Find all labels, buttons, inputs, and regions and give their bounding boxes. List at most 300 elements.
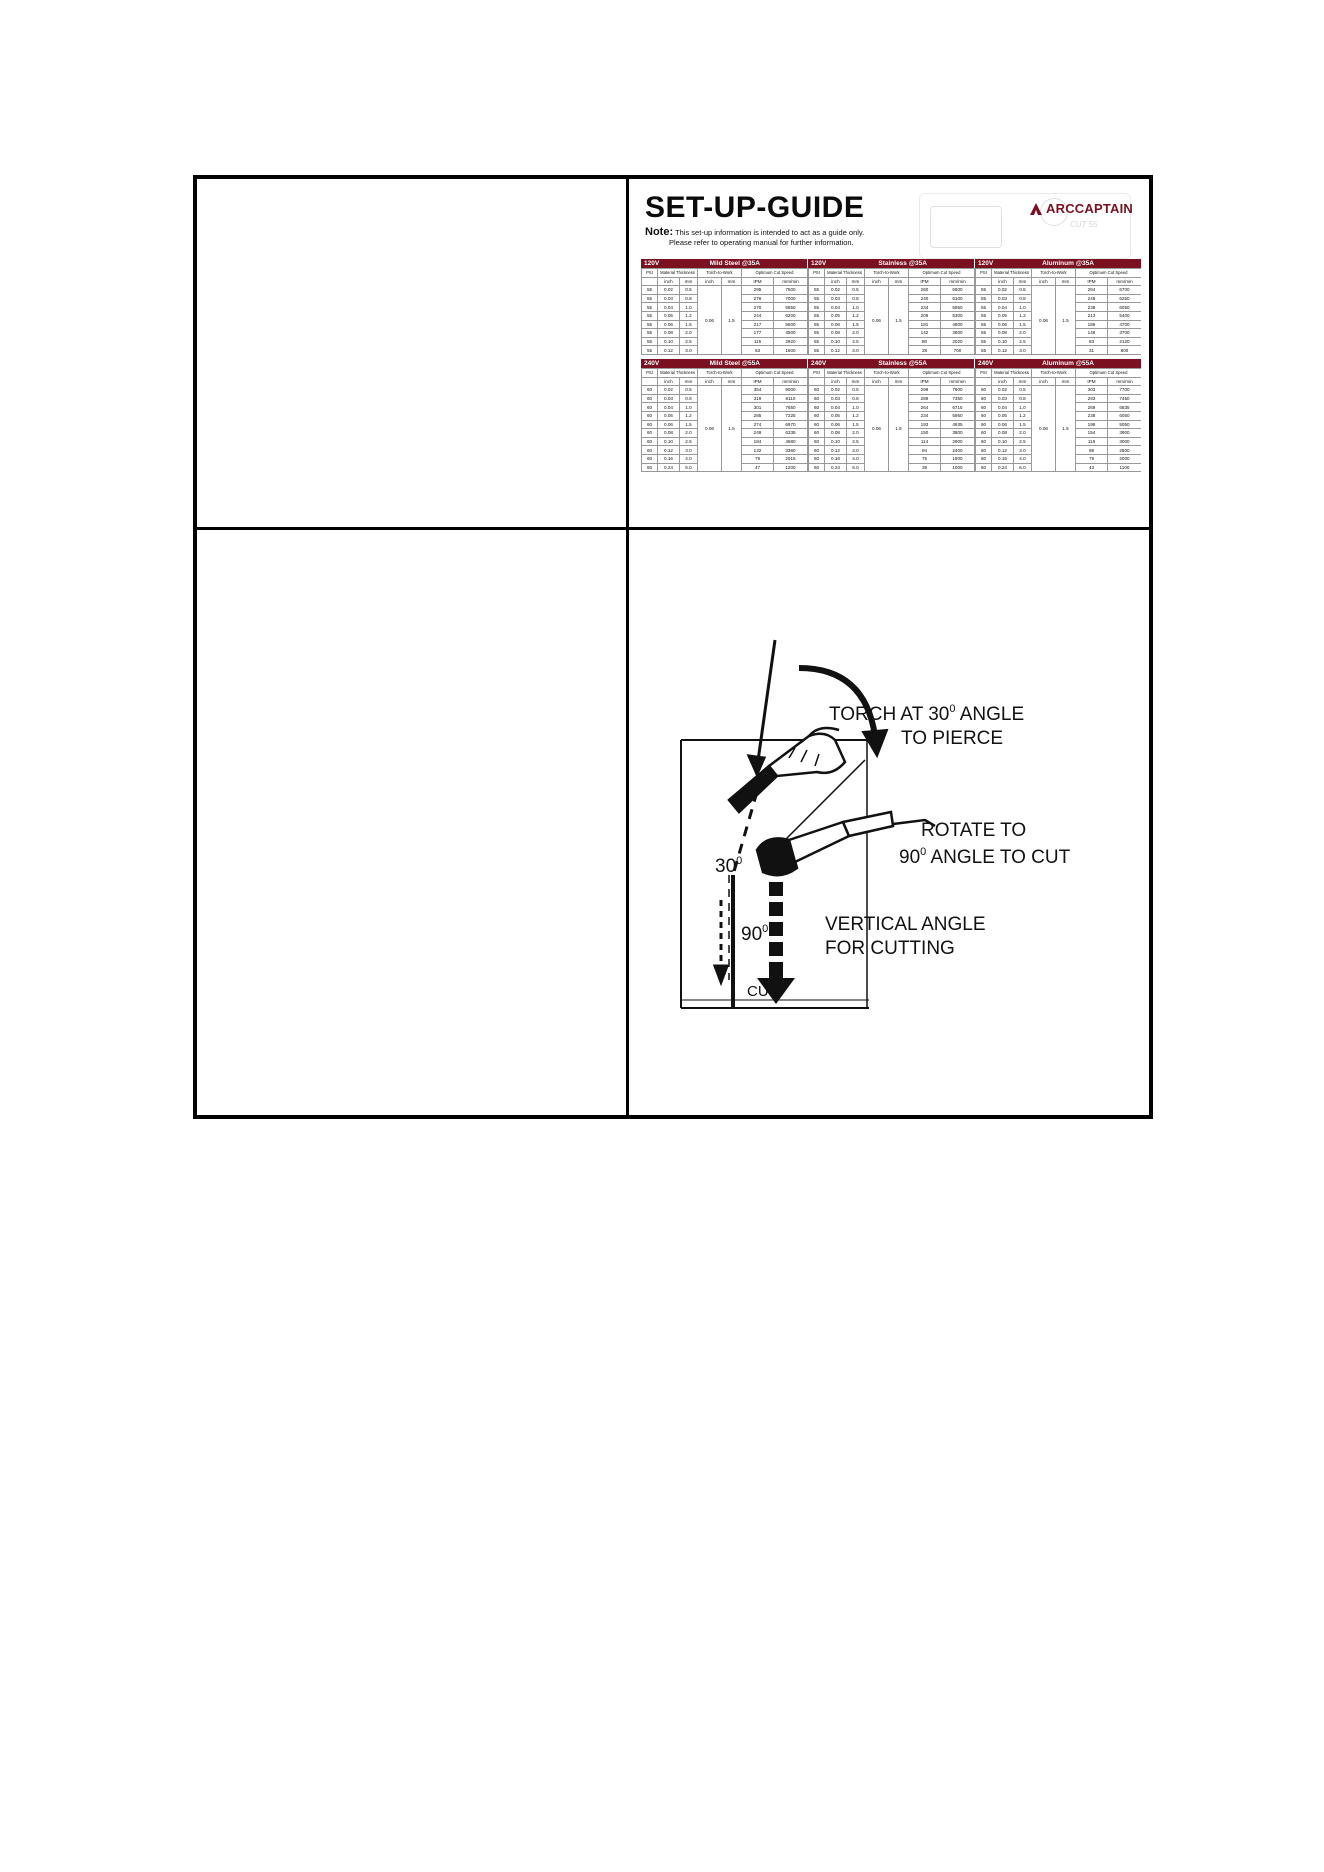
table-cell: 4935	[941, 420, 975, 429]
table-cell: 0.06	[992, 420, 1014, 429]
column-header: PSI	[976, 369, 992, 378]
table-cell: 2.5	[680, 337, 698, 346]
table-cell: 3.0	[680, 446, 698, 455]
table-cell: 6250	[1108, 294, 1142, 303]
sub-header: inch	[825, 277, 847, 286]
table-cell: 60	[642, 386, 658, 395]
table-cell: 55	[976, 320, 992, 329]
table-cell: 5300	[941, 311, 975, 320]
table-cell: 7500	[774, 286, 808, 295]
table-cell: 6200	[774, 311, 808, 320]
sub-header: mm	[889, 377, 909, 386]
table-cell: 6715	[941, 403, 975, 412]
table-cell: 0.16	[992, 454, 1014, 463]
sub-header: mm	[889, 277, 909, 286]
column-header: Torch-to-Work	[1032, 369, 1076, 378]
sub-header: inch	[865, 377, 889, 386]
setup-table-header	[975, 259, 1141, 268]
setup-data-table	[808, 268, 975, 355]
setup-table	[975, 359, 1141, 472]
table-cell: 3700	[1108, 329, 1142, 338]
table-cell: 0.06	[1032, 386, 1056, 472]
table-cell: 0.08	[992, 329, 1014, 338]
table-cell: 5950	[941, 303, 975, 312]
table-cell: 217	[742, 320, 774, 329]
table-cell: 60	[976, 446, 992, 455]
table-cell: 0.5	[847, 386, 865, 395]
table-cell: 94	[909, 446, 941, 455]
material-label: Stainless @35A	[878, 260, 927, 267]
table-cell: 0.03	[825, 394, 847, 403]
setup-data-table	[808, 368, 975, 472]
column-header: Optimum Cut Speed	[909, 269, 975, 278]
table-cell: 0.24	[658, 463, 680, 472]
sub-header: IPM	[909, 277, 941, 286]
table-cell: 2.5	[847, 437, 865, 446]
table-cell: 60	[976, 429, 992, 438]
table-cell: 3900	[1108, 429, 1142, 438]
sub-header: mm/min	[774, 377, 808, 386]
table-cell: 75	[909, 454, 941, 463]
voltage-label: 240V	[644, 360, 660, 367]
label-90-degree: $90^0$	[741, 923, 769, 945]
table-cell: 154	[1076, 429, 1108, 438]
table-cell: 2.5	[847, 337, 865, 346]
table-cell: 1.5	[1056, 386, 1076, 472]
pierce-arrow	[749, 640, 775, 774]
table-cell: 3.0	[1014, 346, 1032, 355]
column-header: Torch-to-Work	[698, 369, 742, 378]
table-cell: 5400	[1108, 311, 1142, 320]
table-cell: 260	[909, 286, 941, 295]
table-cell: 2.5	[1014, 437, 1032, 446]
table-cell: 28	[909, 346, 941, 355]
sub-header: inch	[658, 377, 680, 386]
table-cell: 1.5	[1014, 320, 1032, 329]
table-cell: 0.8	[1014, 294, 1032, 303]
table-cell: 209	[909, 311, 941, 320]
table-cell: 7700	[1108, 386, 1142, 395]
table-cell: 39	[909, 463, 941, 472]
table-cell: 0.03	[658, 294, 680, 303]
table-cell: 0.02	[658, 286, 680, 295]
table-cell: 60	[642, 411, 658, 420]
table-cell: 9000	[774, 386, 808, 395]
table-cell: 118	[1076, 437, 1108, 446]
table-cell: 80	[909, 337, 941, 346]
table-cell: 132	[742, 446, 774, 455]
setup-table	[975, 259, 1141, 355]
table-cell: 0.06	[992, 320, 1014, 329]
table-cell: 1.0	[1014, 403, 1032, 412]
column-header: Material Thickness	[825, 369, 865, 378]
table-cell: 5500	[774, 320, 808, 329]
brand-name: ARCCAPTAIN	[1046, 201, 1133, 216]
sub-header: IPM	[909, 377, 941, 386]
cut-line	[729, 875, 733, 1008]
table-cell: 0.08	[825, 429, 847, 438]
table-cell: 60	[976, 454, 992, 463]
table-row	[642, 286, 808, 295]
voltage-label: 240V	[978, 360, 994, 367]
sub-header: inch	[698, 377, 722, 386]
column-header: Torch-to-Work	[698, 269, 742, 278]
table-cell: 354	[742, 386, 774, 395]
table-cell-top-left	[197, 179, 626, 527]
sub-header: IPM	[1076, 377, 1108, 386]
table-cell: 185	[1076, 320, 1108, 329]
table-cell: 60	[642, 403, 658, 412]
table-cell: 0.12	[658, 446, 680, 455]
sub-header: IPM	[742, 377, 774, 386]
table-cell: 55	[809, 303, 825, 312]
table-cell: 2.0	[1014, 329, 1032, 338]
table-cell: 60	[809, 394, 825, 403]
table-cell: 55	[642, 286, 658, 295]
label-for-cutting: FOR CUTTING	[825, 938, 955, 959]
table-cell: 142	[909, 329, 941, 338]
table-cell: 3360	[774, 446, 808, 455]
table-cell: 6100	[941, 294, 975, 303]
sub-header: mm	[1056, 277, 1076, 286]
table-cell: 301	[742, 403, 774, 412]
table-cell: 276	[742, 294, 774, 303]
sub-header: inch	[865, 277, 889, 286]
table-row	[976, 286, 1142, 295]
table-cell: 0.8	[680, 394, 698, 403]
table-cell: 60	[809, 437, 825, 446]
table-cell: 274	[742, 420, 774, 429]
table-cell: 3.0	[847, 346, 865, 355]
table-cell: 55	[642, 311, 658, 320]
blank-header	[642, 377, 658, 386]
label-rotate-to: ROTATE TO	[921, 820, 1027, 841]
table-cell: 295	[742, 286, 774, 295]
table-cell: 2920	[774, 337, 808, 346]
table-cell: 0.10	[825, 437, 847, 446]
table-cell: 0.12	[992, 346, 1014, 355]
table-cell: 0.5	[1014, 286, 1032, 295]
note-line-1: This set-up information is intended to act as a guide only.	[673, 228, 865, 237]
table-cell: 6335	[774, 429, 808, 438]
table-cell: 60	[809, 429, 825, 438]
column-header: Material Thickness	[825, 269, 865, 278]
table-cell: 0.8	[680, 294, 698, 303]
table-cell: 2.5	[1014, 337, 1032, 346]
table-cell: 238	[1076, 303, 1108, 312]
material-label: Aluminum @35A	[1042, 260, 1094, 267]
table-cell: 2.0	[1014, 429, 1032, 438]
table-cell: 60	[976, 403, 992, 412]
table-cell: 0.04	[825, 303, 847, 312]
table-cell: 0.06	[865, 386, 889, 472]
sub-header: mm	[1014, 377, 1032, 386]
sub-header: mm/min	[774, 277, 808, 286]
table-cell: 5050	[1108, 420, 1142, 429]
table-cell: 4.0	[680, 454, 698, 463]
table-cell-bottom-left	[197, 530, 626, 1115]
table-cell: 2.5	[680, 437, 698, 446]
table-cell: 1.2	[847, 411, 865, 420]
table-cell: 55	[976, 303, 992, 312]
table-cell: 55	[809, 311, 825, 320]
table-cell: 303	[1076, 386, 1108, 395]
sub-header: IPM	[742, 277, 774, 286]
table-cell: 55	[809, 294, 825, 303]
table-cell: 60	[809, 446, 825, 455]
setup-table	[641, 359, 807, 472]
table-cell: 0.06	[698, 386, 722, 472]
table-cell: 83	[1076, 337, 1108, 346]
table-cell: 1.5	[722, 286, 742, 355]
table-cell: 2400	[941, 446, 975, 455]
table-cell: 234	[909, 303, 941, 312]
table-cell: 63	[742, 346, 774, 355]
table-cell: 6.0	[680, 463, 698, 472]
table-cell: 55	[642, 303, 658, 312]
table-cell: 270	[742, 303, 774, 312]
table-cell: 3600	[941, 329, 975, 338]
table-cell: 55	[642, 320, 658, 329]
table-cell: 0.12	[825, 346, 847, 355]
table-cell: 31	[1076, 346, 1108, 355]
label-30-degree: $30^0$	[715, 855, 743, 877]
table-cell: 0.10	[658, 437, 680, 446]
sub-header: mm	[722, 377, 742, 386]
label-angle-to-cut: $90^0$ ANGLE TO CUT	[899, 846, 1071, 868]
table-cell: 0.03	[658, 394, 680, 403]
table-cell: 1.5	[680, 420, 698, 429]
table-cell: 55	[976, 329, 992, 338]
sub-header: inch	[825, 377, 847, 386]
table-cell: 1.5	[680, 320, 698, 329]
table-cell: 0.06	[1032, 286, 1056, 355]
table-cell: 199	[1076, 420, 1108, 429]
table-cell: 150	[909, 429, 941, 438]
sub-header: inch	[992, 377, 1014, 386]
table-cell: 2015	[774, 454, 808, 463]
table-cell: 3.0	[680, 346, 698, 355]
table-cell: 4.0	[1014, 454, 1032, 463]
setup-guide-image	[641, 191, 1141, 481]
table-cell: 47	[742, 463, 774, 472]
voltage-label: 120V	[811, 260, 827, 267]
table-cell: 0.5	[680, 386, 698, 395]
table-cell: 60	[809, 411, 825, 420]
voltage-label: 240V	[811, 360, 827, 367]
table-cell: 800	[1108, 346, 1142, 355]
table-cell: 1000	[941, 463, 975, 472]
table-cell: 98	[1076, 446, 1108, 455]
setup-table-header	[641, 359, 807, 368]
table-cell: 55	[809, 337, 825, 346]
table-cell: 0.04	[825, 403, 847, 412]
sub-header: mm/min	[1108, 377, 1142, 386]
setup-guide-title: SET-UP-GUIDE	[645, 191, 865, 224]
sub-header: inch	[1032, 277, 1056, 286]
voltage-label: 120V	[644, 260, 660, 267]
table-cell: 1.2	[1014, 311, 1032, 320]
sub-header: mm	[847, 277, 865, 286]
table-cell: 249	[742, 429, 774, 438]
table-cell: 1.5	[889, 286, 909, 355]
column-header: PSI	[809, 369, 825, 378]
table-cell: 0.06	[658, 320, 680, 329]
table-cell: 0.04	[992, 303, 1014, 312]
table-cell: 1600	[774, 346, 808, 355]
column-header: PSI	[809, 269, 825, 278]
table-cell: 2.0	[847, 329, 865, 338]
table-cell: 0.06	[825, 320, 847, 329]
table-cell: 0.12	[658, 346, 680, 355]
table-cell: 1100	[1108, 463, 1142, 472]
label-cut: CUT	[747, 983, 778, 1000]
table-cell: 2000	[1108, 454, 1142, 463]
column-header: Material Thickness	[658, 269, 698, 278]
label-torch-at: TORCH AT $30^0$ ANGLE	[829, 703, 1025, 725]
table-cell: 238	[1076, 411, 1108, 420]
table-cell: 60	[976, 420, 992, 429]
table-cell: 4.0	[847, 454, 865, 463]
table-cell: 0.04	[992, 403, 1014, 412]
sub-header: inch	[992, 277, 1014, 286]
table-cell: 55	[976, 294, 992, 303]
column-header: Torch-to-Work	[865, 369, 909, 378]
table-cell-bottom-right	[629, 530, 1149, 1115]
table-cell: 177	[742, 329, 774, 338]
brand-mark-icon	[1029, 202, 1043, 216]
sub-header: mm	[680, 277, 698, 286]
table-cell: 114	[909, 437, 941, 446]
table-cell: 1.2	[680, 411, 698, 420]
table-row	[976, 386, 1142, 395]
table-cell: 60	[976, 386, 992, 395]
table-cell: 0.08	[658, 329, 680, 338]
table-cell: 60	[642, 463, 658, 472]
table-cell: 60	[642, 437, 658, 446]
table-cell: 264	[1076, 286, 1108, 295]
table-row	[809, 386, 975, 395]
cut-direction-arrow	[715, 900, 727, 982]
setup-table	[641, 259, 807, 355]
material-label: Mild Steel @35A	[709, 260, 760, 267]
setup-data-table	[641, 268, 808, 355]
table-cell: 43	[1076, 463, 1108, 472]
table-cell: 0.16	[658, 454, 680, 463]
table-cell: 7225	[774, 411, 808, 420]
setup-table	[808, 259, 974, 355]
table-cell: 0.02	[658, 386, 680, 395]
table-cell: 1.2	[680, 311, 698, 320]
table-cell: 0.05	[992, 311, 1014, 320]
table-cell: 289	[909, 394, 941, 403]
table-cell: 2.0	[680, 329, 698, 338]
label-to-pierce: TO PIERCE	[901, 728, 1004, 749]
column-header: Optimum Cut Speed	[1076, 269, 1142, 278]
table-cell: 60	[976, 411, 992, 420]
table-cell: 6970	[774, 420, 808, 429]
table-cell: 1.5	[889, 386, 909, 472]
column-header: Material Thickness	[658, 369, 698, 378]
table-cell: 0.5	[680, 286, 698, 295]
table-cell: 4680	[774, 437, 808, 446]
table-cell: 55	[809, 329, 825, 338]
table-cell: 0.02	[992, 286, 1014, 295]
device-screen	[930, 206, 1002, 248]
blank-header	[642, 277, 658, 286]
setup-table	[808, 359, 974, 472]
table-cell: 0.8	[847, 294, 865, 303]
table-cell: 1.5	[1014, 420, 1032, 429]
sub-header: mm/min	[1108, 277, 1142, 286]
table-cell: 0.08	[658, 429, 680, 438]
material-label: Aluminum @55A	[1042, 360, 1094, 367]
table-cell: 0.10	[992, 437, 1014, 446]
table-cell: 115	[742, 337, 774, 346]
table-cell: 0.24	[992, 463, 1014, 472]
table-cell: 264	[909, 403, 941, 412]
column-header: Torch-to-Work	[1032, 269, 1076, 278]
table-cell: 244	[742, 311, 774, 320]
table-cell: 1.0	[1014, 303, 1032, 312]
table-cell: 193	[909, 420, 941, 429]
column-header: Material Thickness	[992, 369, 1032, 378]
table-cell: 2500	[1108, 446, 1142, 455]
table-cell: 146	[1076, 329, 1108, 338]
table-cell: 60	[642, 446, 658, 455]
table-cell: 234	[909, 411, 941, 420]
table-cell: 700	[941, 346, 975, 355]
setup-table-header	[808, 259, 974, 268]
table-cell-top-right	[629, 179, 1149, 527]
table-cell: 0.10	[825, 337, 847, 346]
table-cell: 0.12	[992, 446, 1014, 455]
sub-header: mm	[722, 277, 742, 286]
table-cell: 2900	[941, 437, 975, 446]
table-cell: 0.02	[825, 286, 847, 295]
setup-table-header	[808, 359, 974, 368]
table-cell: 60	[642, 420, 658, 429]
table-row	[809, 286, 975, 295]
table-cell: 60	[642, 429, 658, 438]
table-cell: 55	[642, 337, 658, 346]
table-cell: 1.5	[722, 386, 742, 472]
table-cell: 1.5	[847, 420, 865, 429]
table-cell: 1.0	[847, 303, 865, 312]
table-cell: 6835	[1108, 403, 1142, 412]
table-cell: 0.02	[825, 386, 847, 395]
table-cell: 6850	[774, 303, 808, 312]
table-cell: 0.05	[825, 311, 847, 320]
table-cell: 240	[909, 294, 941, 303]
table-cell: 7450	[1108, 394, 1142, 403]
table-cell: 1900	[941, 454, 975, 463]
table-cell: 0.02	[992, 386, 1014, 395]
table-cell: 60	[809, 463, 825, 472]
device-label: CUT 55	[1070, 220, 1098, 229]
table-cell: 60	[976, 437, 992, 446]
column-header: Material Thickness	[992, 269, 1032, 278]
table-cell: 55	[976, 337, 992, 346]
blank-header	[976, 377, 992, 386]
sub-header: inch	[658, 277, 680, 286]
table-cell: 1.5	[847, 320, 865, 329]
table-cell: 60	[976, 463, 992, 472]
table-row	[642, 386, 808, 395]
table-cell: 0.8	[847, 394, 865, 403]
blank-header	[809, 377, 825, 386]
brand-logo	[1029, 201, 1133, 216]
